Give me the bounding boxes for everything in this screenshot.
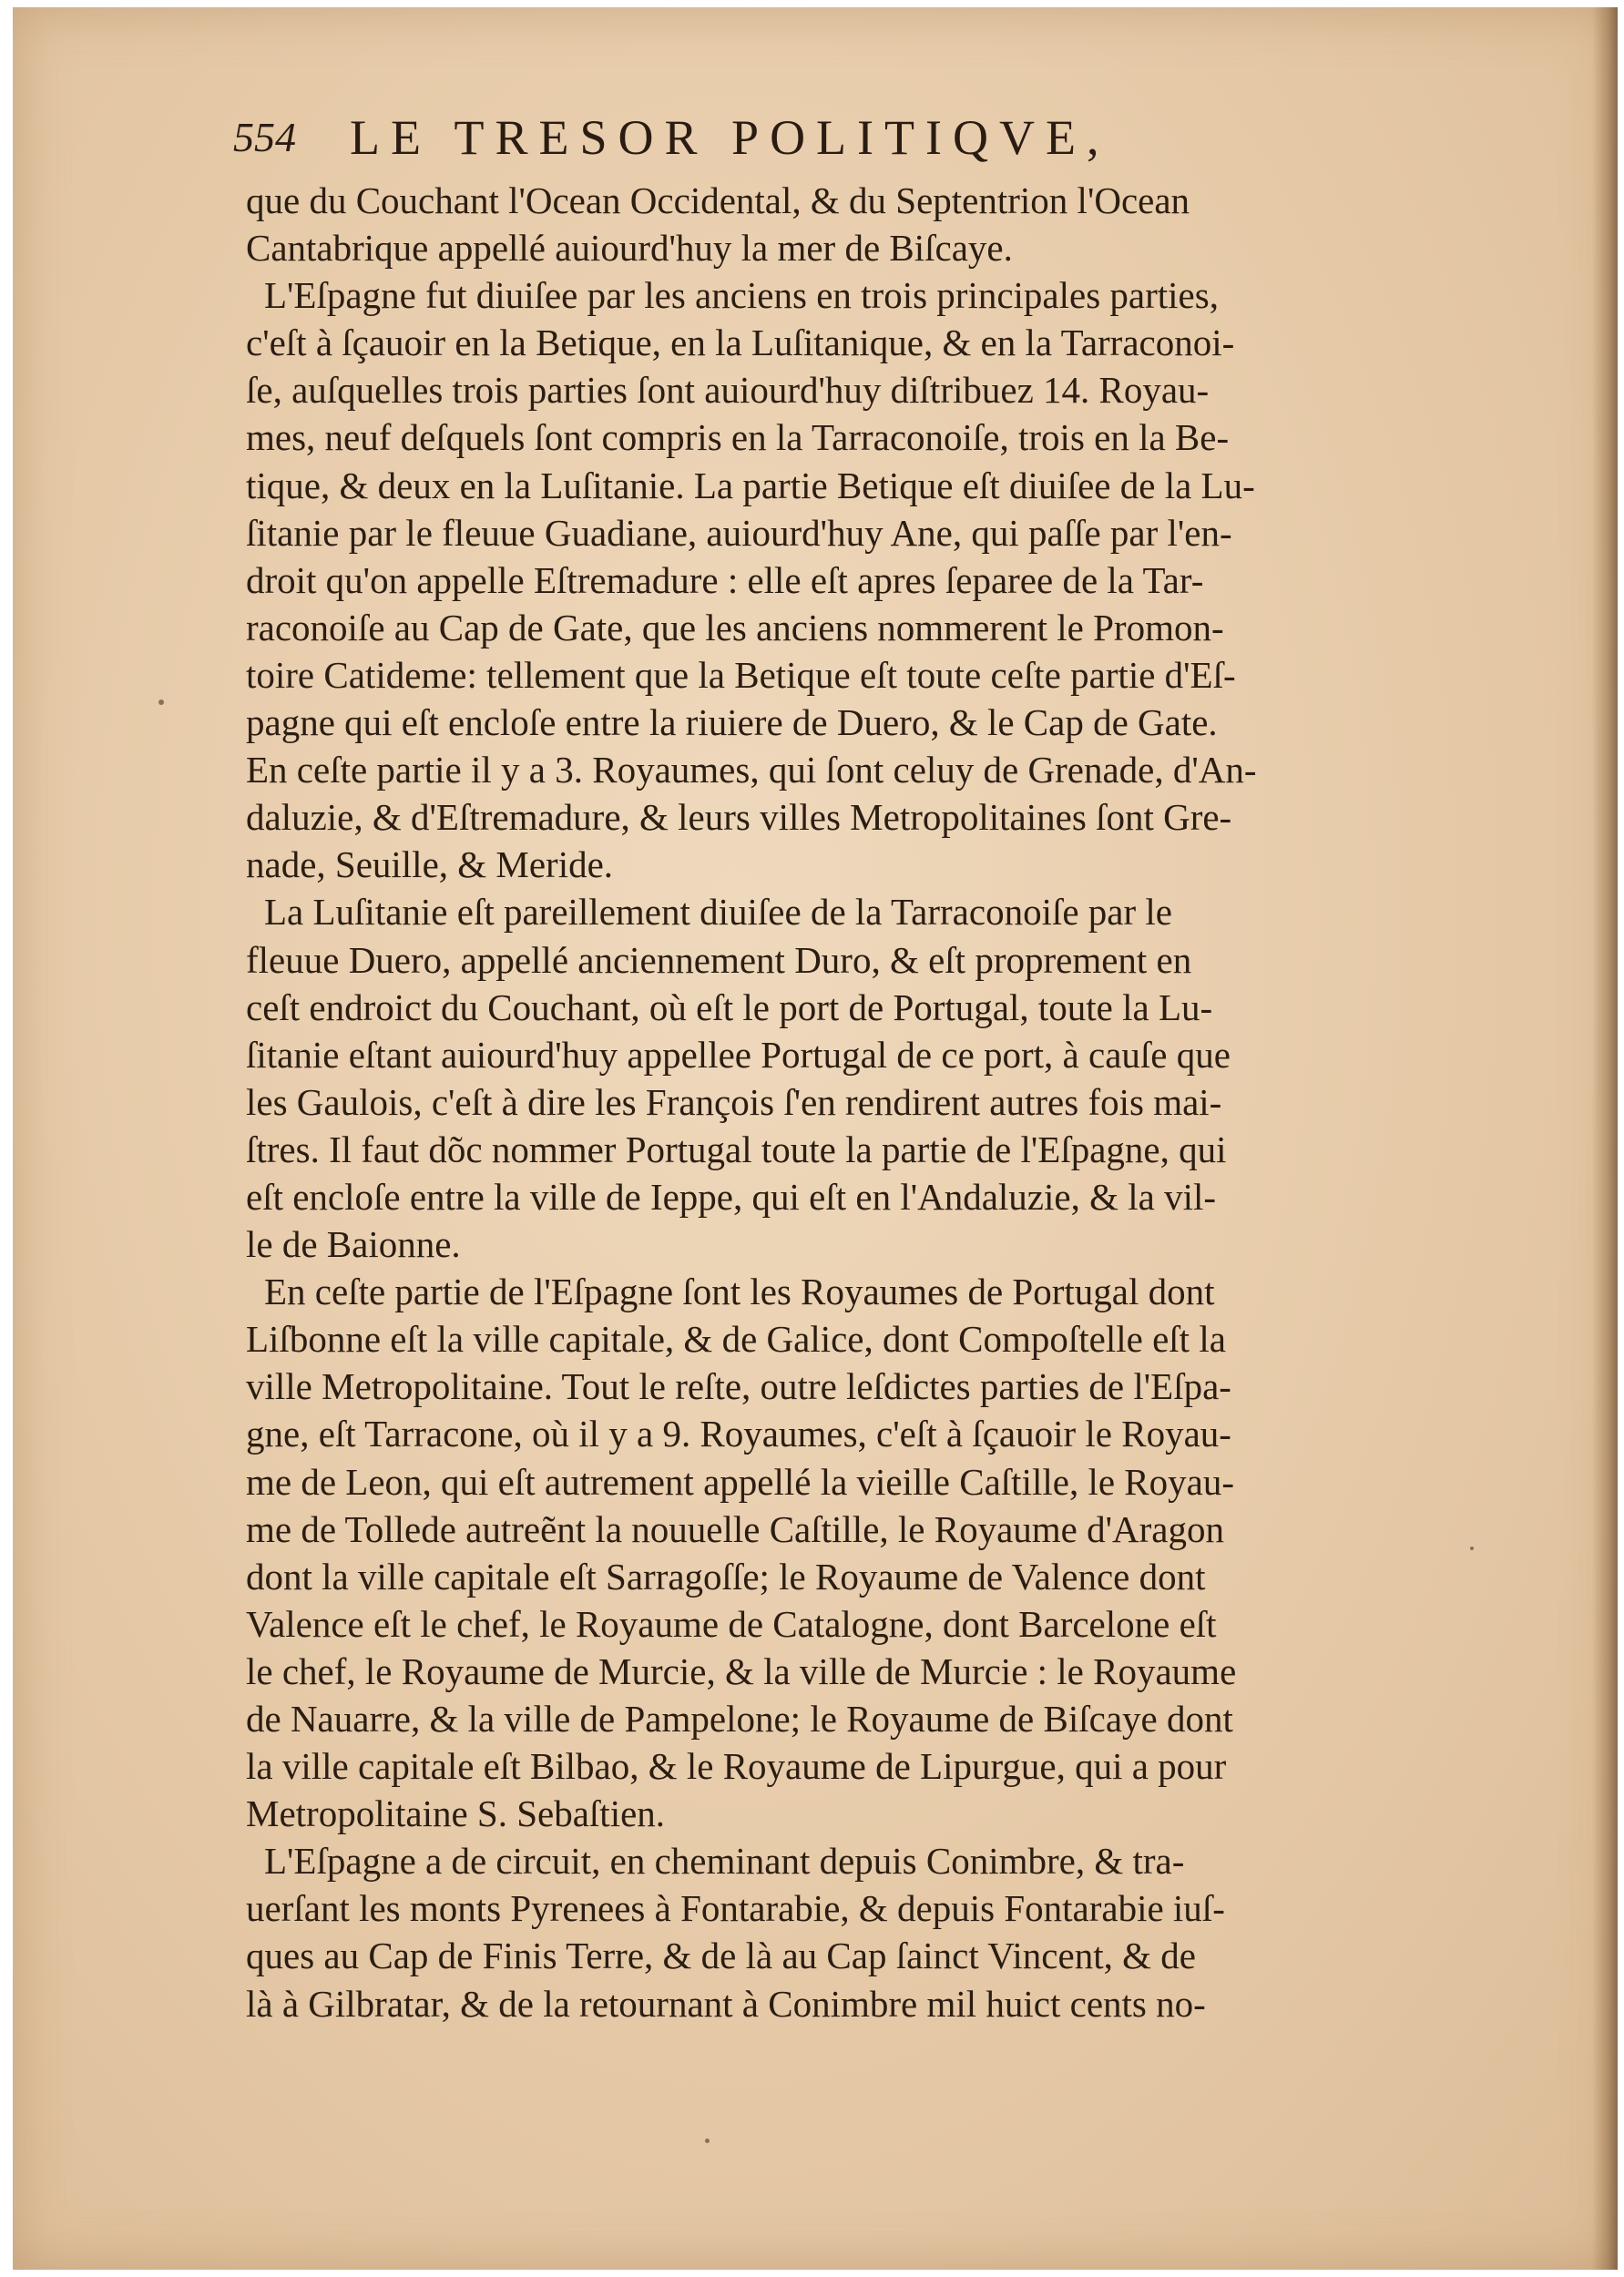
page-number: 554	[233, 114, 296, 160]
body-text	[246, 177, 1408, 2027]
text-line: là à Gilbratar, & de la retournant à Conimbre mil huict cents no-	[246, 1982, 1206, 2025]
paper-speck	[1470, 1547, 1474, 1550]
text-line: me de Tollede autreẽnt la nouuelle Caſtille, le Royaume d'Aragon	[246, 1507, 1224, 1550]
paper-speck	[705, 2139, 710, 2143]
text-line: que du Couchant l'Ocean Occidental, & du Septentrion l'Ocean	[246, 179, 1190, 221]
text-line: Liſbonne eſt la ville capitale, & de Galice, dont Compoſtelle eſt la	[246, 1318, 1226, 1361]
text-line: ceſt endroict du Couchant, où eſt le port de Portugal, toute la Lu-	[246, 985, 1213, 1028]
text-line: En ceſte partie de l'Eſpagne ſont les Royaumes de Portugal dont	[264, 1271, 1215, 1313]
text-line: gne, eſt Tarracone, où il y a 9. Royaumes, c'eſt à ſçauoir le Royau-	[246, 1413, 1231, 1455]
text-line: ſitanie eſtant auiourd'huy appellee Portugal de ce port, à cauſe que	[246, 1033, 1231, 1076]
text-line: L'Eſpagne fut diuiſee par les anciens en trois principales parties,	[264, 274, 1219, 317]
text-line: Valence eſt le chef, le Royaume de Catalogne, dont Barcelone eſt	[246, 1602, 1217, 1645]
text-line: la ville capitale eſt Bilbao, & le Royaume de Lipurgue, qui a pour	[246, 1745, 1227, 1788]
text-line: de Nauarre, & la ville de Pampelone; le Royaume de Biſcaye dont	[246, 1698, 1233, 1740]
text-line: uerſant les monts Pyrenees à Fontarabie, & depuis Fontarabie iuſ-	[246, 1887, 1225, 1930]
text-line: ques au Cap de Finis Terre, & de là au Cap ſainct Vincent, & de	[246, 1935, 1196, 1977]
running-title: LE TRESOR POLITIQVE,	[350, 110, 1110, 165]
text-line: daluzie, & d'Eſtremadure, & leurs villes Metropolitaines ſont Gre-	[246, 796, 1232, 839]
text-line: le de Baionne.	[246, 1223, 461, 1266]
text-line: toire Catideme: tellement que la Betique eſt toute ceſte partie d'Eſ-	[246, 653, 1236, 696]
text-line: Cantabrique appellé auiourd'huy la mer de Biſcaye.	[246, 227, 1013, 270]
text-line: mes, neuf deſquels ſont compris en la Tarraconoiſe, trois en la Be-	[246, 416, 1230, 459]
text-line: ſitanie par le fleuue Guadiane, auiourd'huy Ane, qui paſſe par l'en-	[246, 511, 1232, 554]
text-line: nade, Seuille, & Meride.	[246, 843, 614, 886]
text-line: fleuue Duero, appellé anciennement Duro, & eſt proprement en	[246, 938, 1192, 981]
text-line: dont la ville capitale eſt Sarragoſſe; le Royaume de Valence dont	[246, 1555, 1206, 1598]
text-line: La Luſitanie eſt pareillement diuiſee de la Tarraconoiſe par le	[264, 891, 1172, 934]
paper-speck	[158, 699, 164, 705]
text-line: le chef, le Royaume de Murcie, & la ville de Murcie : le Royaume	[246, 1649, 1237, 1692]
text-line: me de Leon, qui eſt autrement appellé la vieille Caſtille, le Royau-	[246, 1460, 1234, 1503]
page-gutter-shadow	[1592, 7, 1618, 2270]
text-line: Metropolitaine S. Sebaſtien.	[246, 1792, 666, 1835]
text-line: raconoiſe au Cap de Gate, que les anciens nommerent le Promon-	[246, 606, 1224, 648]
text-line: tique, & deux en la Luſitanie. La partie Betique eſt diuiſee de la Lu-	[246, 464, 1255, 506]
text-line: eſt encloſe entre la ville de Ieppe, qui eſt en l'Andaluzie, & la vil-	[246, 1175, 1216, 1218]
page-header	[222, 106, 1224, 169]
text-line: ville Metropolitaine. Tout le reſte, outre leſdictes parties de l'Eſpa-	[246, 1365, 1231, 1408]
book-page	[13, 7, 1618, 2270]
text-line: ſe, auſquelles trois parties ſont auiourd'huy diſtribuez 14. Royau-	[246, 369, 1210, 412]
text-line: les Gaulois, c'eſt à dire les François ſ'en rendirent autres fois mai-	[246, 1080, 1222, 1123]
text-line: L'Eſpagne a de circuit, en cheminant depuis Conimbre, & tra-	[264, 1840, 1185, 1883]
text-line: droit qu'on appelle Eſtremadure : elle eſt apres ſeparee de la Tar-	[246, 558, 1204, 601]
text-line: ſtres. Il faut dõc nommer Portugal toute la partie de l'Eſpagne, qui	[246, 1128, 1227, 1170]
text-line: pagne qui eſt encloſe entre la riuiere de Duero, & le Cap de Gate.	[246, 701, 1218, 744]
text-line: En ceſte partie il y a 3. Royaumes, qui ſont celuy de Grenade, d'An-	[246, 749, 1257, 791]
text-line: c'eſt à ſçauoir en la Betique, en la Luſitanique, & en la Tarraconoi-	[246, 322, 1235, 364]
